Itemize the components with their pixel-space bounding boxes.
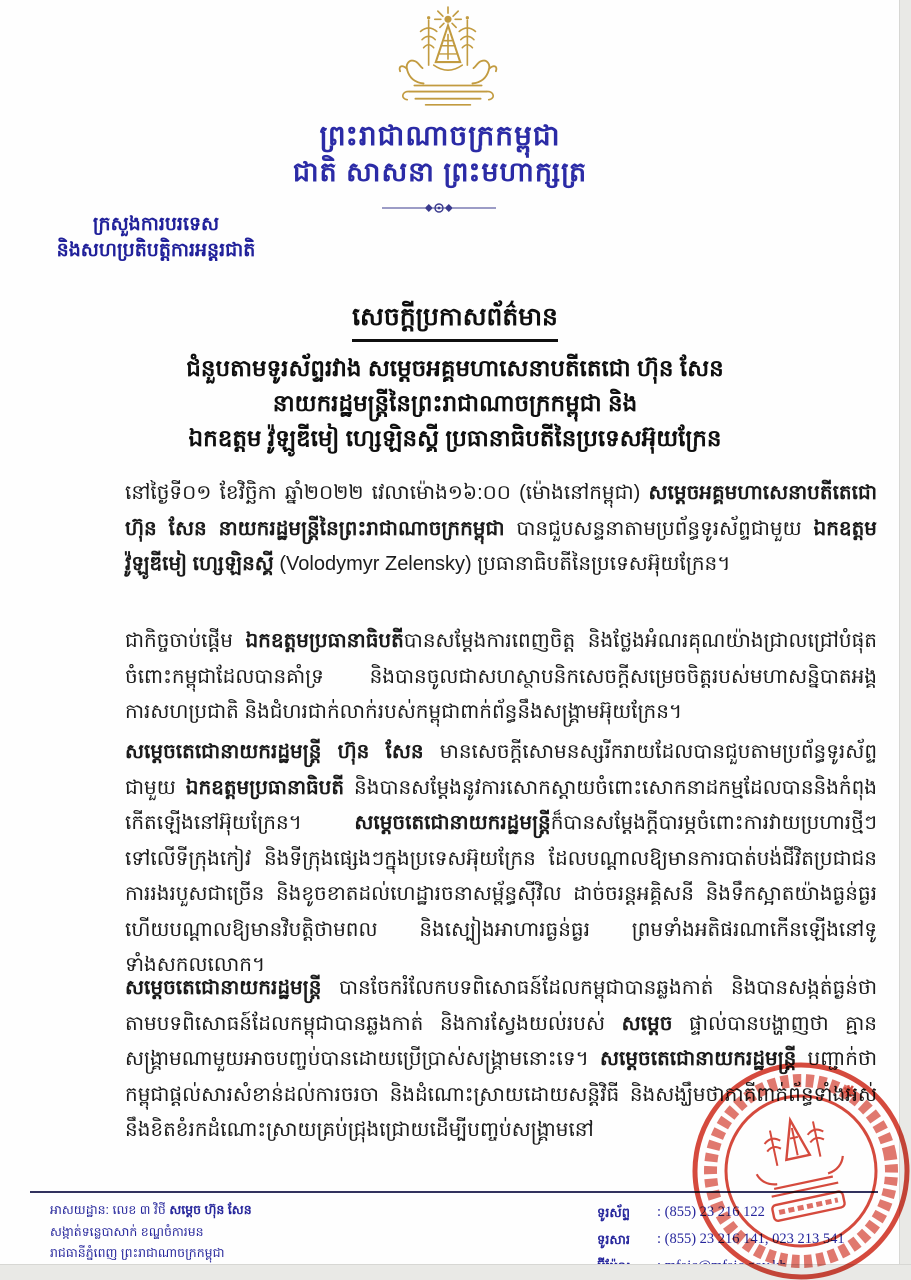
phone-label: ទូរស័ព្ទ	[597, 1205, 631, 1220]
paragraph-1: នៅថ្ងៃទី០១ ខែវិច្ឆិកា ឆ្នាំ២០២២ វេលាម៉ោង១៦:០០ (ម៉ោងនៅកម្ពុជា) សម្តេចអគ្គមហាសេនាបតីតេជោ ហ៊ុន សែន នាយករដ្ឋមន្ត្រីនៃព្រះរាជាណាចក្រកម្ពុជា បានជួបសន្ទនាតាមប្រព័ន្ធទូរស័ព្ទជាមួយ ឯកឧត្តម វ៉ូឡូឌីមៀ ហ្សេឡិនស្គី (Volodymyr Zelensky) ប្រធានាធិបតីនៃប្រទេសអ៊ុយក្រែន។	[125, 482, 877, 575]
paragraph-2: ជាកិច្ចចាប់ផ្តើម ឯកឧត្តមប្រធានាធិបតីបានសម្តែងការពេញចិត្ត និងថ្លែងអំណរគុណយ៉ាងជ្រាលជ្រៅបំផុតចំពោះកម្ពុជាដែលបានគាំទ្រ និងបានចូលជាសហស្ថាបនិកសេចក្តីសម្រេចចិត្តរបស់មហាសន្និបាតអង្គការសហប្រជាតិ និងជំហរជាក់លាក់របស់កម្ពុជាពាក់ព័ន្ធនឹងសង្គ្រាមអ៊ុយក្រែន។	[125, 630, 878, 723]
ministry-name	[20, 212, 292, 264]
fax-value: : (855) 23 216 141, 023 213 541	[657, 1231, 845, 1247]
address-line-2: សង្កាត់ទន្លេបាសាក់ ខណ្ឌចំការមន	[50, 1224, 204, 1239]
phone-value: : (855) 23 216 122	[657, 1204, 765, 1220]
kingdom-title: ព្រះរាជាណាចក្រកម្ពុជា	[319, 120, 561, 151]
royal-arms-of-cambodia-icon	[390, 4, 506, 114]
press-release-heading: សេចក្តីប្រកាសព័ត៌មាន	[352, 302, 558, 342]
ornamental-divider-icon	[380, 201, 498, 215]
document-title-block	[55, 302, 855, 456]
footer-address	[50, 1200, 252, 1265]
paragraph-4: សម្តេចតេជោនាយករដ្ឋមន្ត្រី បានចែករំលែកបទពិសោធន៍ដែលកម្ពុជាបានឆ្លងកាត់ និងបានសង្កត់ធ្ងន់ថា តាមបទពិសោធន៍ដែលកម្ពុជាបានឆ្លងកាត់ និងការស្វែងយល់របស់ សម្តេច ផ្ទាល់បានបង្ហាញថា គ្មានសង្គ្រាមណាមួយអាចបញ្ចប់បានដោយប្រើប្រាស់សង្គ្រាមនោះទេ។ សម្តេចតេជោនាយករដ្ឋមន្ត្រី បញ្ជាក់ថាកម្ពុជាផ្តល់សារសំខាន់ដល់ការចរចា និងដំណោះស្រាយដោយសន្តិវិធី និងសង្ឃឹមថាភាគីពាក់ព័ន្ធទាំងអស់នឹងខិតខំរកដំណោះស្រាយគ្រប់ជ្រុងជ្រោយដើម្បីបញ្ចប់សង្គ្រាមនៅ	[125, 977, 877, 1141]
ministry-name-line1: ក្រសួងការបរទេស	[92, 214, 220, 235]
address-line-3: រាជធានីភ្នំពេញ ព្រះរាជាណាចក្រកម្ពុជា	[50, 1246, 225, 1260]
national-motto: ជាតិ សាសនា ព្រះមហាក្សត្រ	[292, 157, 588, 187]
paragraph-3: សម្តេចតេជោនាយករដ្ឋមន្ត្រី ហ៊ុន សែន មានសេចក្តីសោមនស្សរីករាយដែលបានជួបតាមប្រព័ន្ធទូរស័ព្ទជាមួយ ឯកឧត្តមប្រធានាធិបតី និងបានសម្តែងនូវការសោកស្តាយចំពោះសោកនាដកម្មដែលបាននិងកំពុងកើតឡើងនៅអ៊ុយក្រែន។ សម្តេចតេជោនាយករដ្ឋមន្ត្រីក៏បានសម្តែងក្តីបារម្ភចំពោះការវាយប្រហារថ្មីៗទៅលើទីក្រុងកៀវ និងទីក្រុងផ្សេងៗក្នុងប្រទេសអ៊ុយក្រែន ដែលបណ្តាលឱ្យមានការបាត់បង់ជីវិតប្រជាជន ការរងរបួសជាច្រើន និងខូចខាតដល់ហេដ្ឋារចនាសម្ព័ន្ធស៊ីវិល ដាច់ចរន្តអគ្គិសនី និងទឹកស្អាតយ៉ាងធ្ងន់ធ្ងរ ហើយបណ្តាលឱ្យមានវិបត្តិថាមពល និងស្បៀងអាហារធ្ងន់ធ្ងរ ព្រមទាំងអតិផរណាកើនឡើងនៅទូទាំងសកលលោក។	[125, 741, 878, 976]
fax-label: ទូរសារ	[597, 1232, 631, 1247]
address-line-1: អាសយដ្ឋាន: លេខ ៣ វិថី សម្តេច ហ៊ុន សែន	[50, 1203, 252, 1217]
ministry-name-line2: និងសហប្រតិបត្តិការអន្តរជាតិ	[56, 240, 256, 261]
red-ministry-seal-icon	[688, 1058, 911, 1280]
title-line-2: នាយករដ្ឋមន្ត្រីនៃព្រះរាជាណាចក្រកម្ពុជា និង	[272, 390, 638, 416]
title-line-1: ជំនួបតាមទូរស័ព្ទរវាង សម្តេចអគ្គមហាសេនាបតីតេជោ ហ៊ុន សែន	[186, 355, 724, 381]
title-line-3: ឯកឧត្តម វ៉ូឡូឌីមៀ ហ្សេឡិនស្គី ប្រធានាធិបតីនៃប្រទេសអ៊ុយក្រែន	[188, 425, 722, 451]
